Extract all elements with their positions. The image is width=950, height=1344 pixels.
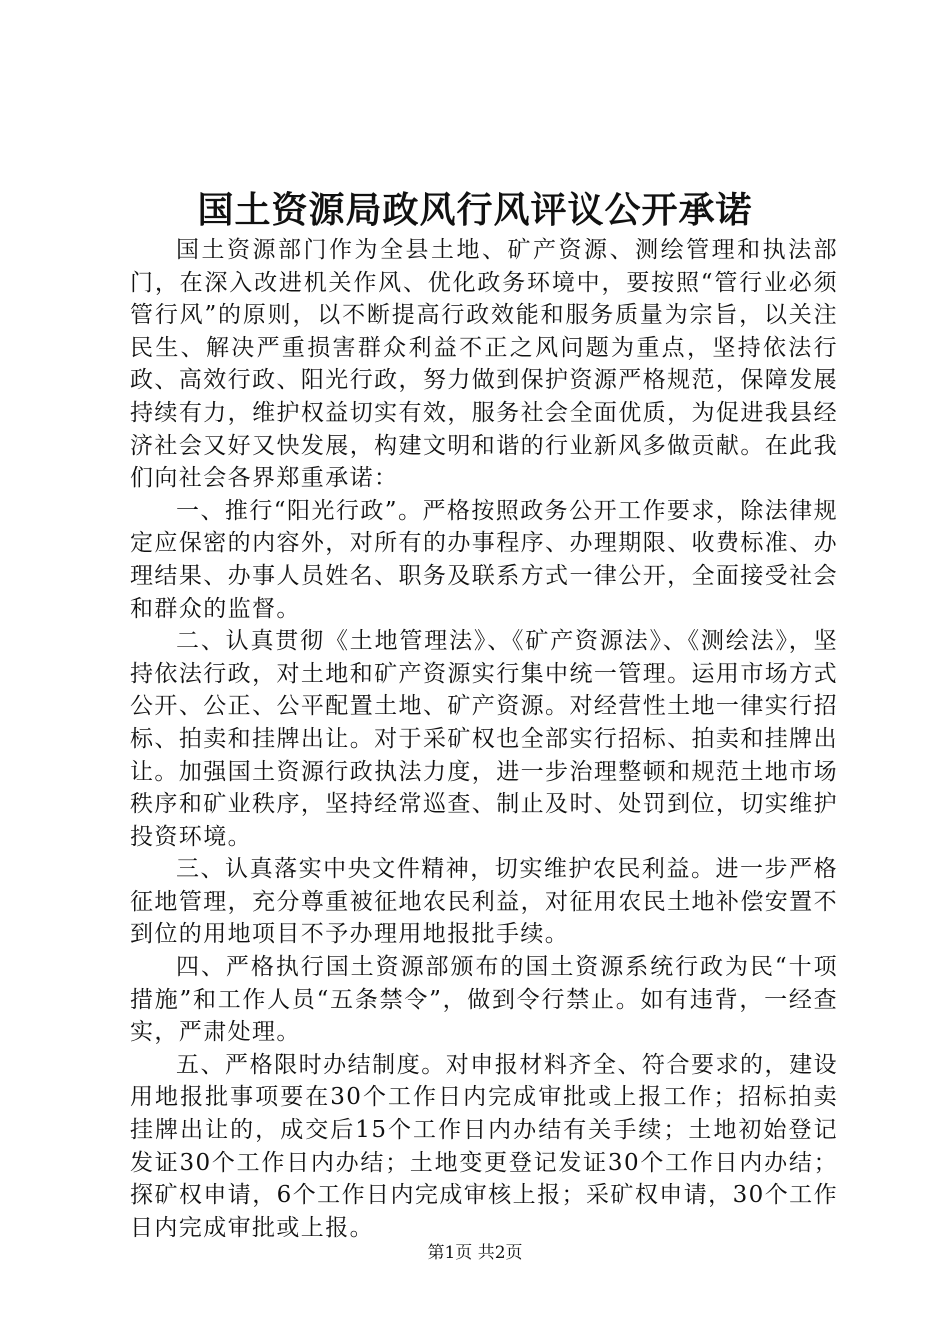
paragraph-item-4: 四、严格执行国土资源部颁布的国土资源系统行政为民“十项措施”和工作人员“五条禁令”，做到令行禁止。如有违背，一经查实，严肃处理。 xyxy=(130,954,838,1046)
paragraph-item-3: 三、认真落实中央文件精神，切实维护农民利益。进一步严格征地管理，充分尊重被征地农民利益，对征用农民土地补偿安置不到位的用地项目不予办理用地报批手续。 xyxy=(130,856,838,948)
document-body xyxy=(130,234,838,1244)
document-title: 国土资源局政风行风评议公开承诺 xyxy=(197,189,753,231)
paragraph-item-2: 二、认真贯彻《土地管理法》、《矿产资源法》、《测绘法》，坚持依法行政，对土地和矿产资源实行集中统一管理。运用市场方式公开、公正、公平配置土地、矿产资源。对经营性土地一律实行招标、拍卖和挂牌出让。对于采矿权也全部实行招标、拍卖和挂牌出让。加强国土资源行政执法力度，进一步治理整顿和规范土地市场秩序和矿业秩序，坚持经常巡查、制止及时、处罚到位，切实维护投资环境。 xyxy=(130,628,838,850)
page-number-footer: 第1页 共2页 xyxy=(427,1243,523,1263)
paragraph-item-1: 一、推行“阳光行政”。严格按照政务公开工作要求，除法律规定应保密的内容外，对所有的办事程序、办理期限、收费标准、办理结果、办事人员姓名、职务及联系方式一律公开，全面接受社会和群众的监督。 xyxy=(130,497,838,622)
paragraph-item-5: 五、严格限时办结制度。对申报材料齐全、符合要求的，建设用地报批事项要在30个工作日内完成审批或上报工作；招标拍卖挂牌出让的，成交后15个工作日内办结有关手续；土地初始登记发证30个工作日内办结；土地变更登记发证30个工作日内办结；探矿权申请，6个工作日内完成审核上报；采矿权申请，30个工作日内完成审批或上报。 xyxy=(130,1051,838,1241)
paragraph-intro: 国土资源部门作为全县土地、矿产资源、测绘管理和执法部门，在深入改进机关作风、优化政务环境中，要按照“管行业必须管行风”的原则，以不断提高行政效能和服务质量为宗旨，以关注民生、解决严重损害群众利益不正之风问题为重点，坚持依法行政、高效行政、阳光行政，努力做到保护资源严格规范，保障发展持续有力，维护权益切实有效，服务社会全面优质，为促进我县经济社会又好又快发展，构建文明和谐的行业新风多做贡献。在此我们向社会各界郑重承诺： xyxy=(130,237,838,492)
